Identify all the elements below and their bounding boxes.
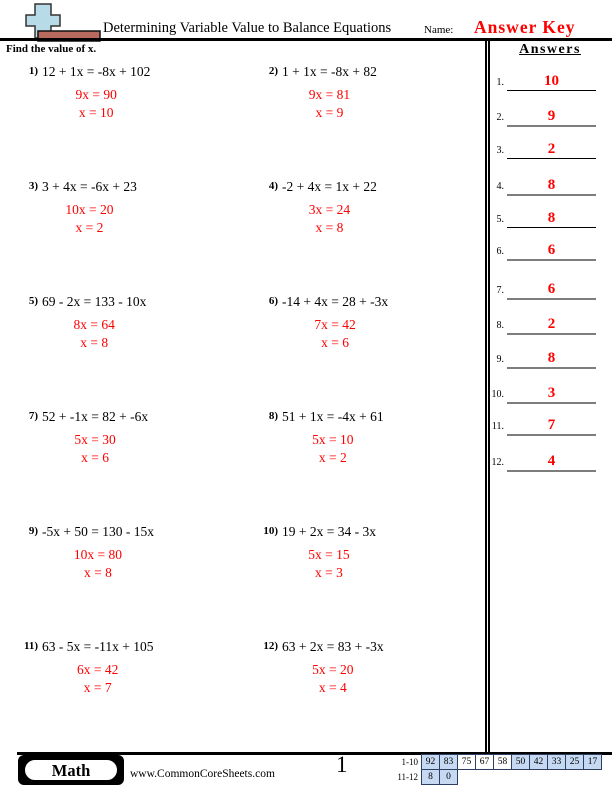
problem-7 xyxy=(28,409,149,465)
solution-step-2: x = 10 xyxy=(78,105,114,120)
score-row-label-1: 1-10 xyxy=(401,757,418,767)
problem-equation: 1 + 1x = -8x + 82 xyxy=(282,64,377,79)
problem-number: 2) xyxy=(268,65,278,77)
score-cell: 8 xyxy=(421,769,440,785)
problem-number: 11) xyxy=(23,640,38,652)
solution-step-2: x = 2 xyxy=(75,220,104,235)
answer-value-11: 7 xyxy=(547,417,556,433)
problem-equation: 63 - 5x = -11x + 105 xyxy=(42,639,154,654)
name-label: Name: xyxy=(424,24,454,36)
answer-row-9 xyxy=(507,349,596,369)
subject-label: Math xyxy=(23,758,119,782)
score-row-label-2: 11-12 xyxy=(397,772,418,782)
answer-index-2: 2. xyxy=(496,112,504,123)
answer-value-3: 2 xyxy=(547,141,556,157)
answer-index-3: 3. xyxy=(496,145,504,156)
answer-value-8: 2 xyxy=(547,316,556,332)
solution-step-2: x = 8 xyxy=(315,220,344,235)
solution-step-1: 7x = 42 xyxy=(314,317,356,332)
answer-row-4 xyxy=(507,176,596,196)
problem-number: 3) xyxy=(28,180,38,192)
answer-row-5 xyxy=(507,209,596,228)
problem-equation: -2 + 4x = 1x + 22 xyxy=(282,179,377,194)
problem-6 xyxy=(268,294,389,350)
problem-equation: 52 + -1x = 82 + -6x xyxy=(42,409,149,424)
answer-row-3 xyxy=(507,140,596,159)
answer-row-11 xyxy=(507,416,596,436)
score-cell: 33 xyxy=(547,754,566,770)
answer-value-12: 4 xyxy=(547,453,556,469)
solution-step-1: 10x = 80 xyxy=(73,547,123,562)
solution-step-1: 5x = 10 xyxy=(312,432,354,447)
score-cell: 83 xyxy=(439,754,458,770)
answer-value-9: 8 xyxy=(547,350,556,366)
answer-index-4: 4. xyxy=(496,181,504,192)
score-cell: 25 xyxy=(565,754,584,770)
answer-index-12: 12. xyxy=(491,457,504,468)
problem-number: 12) xyxy=(263,640,278,652)
solution-step-2: x = 2 xyxy=(318,450,347,465)
page-number: 1 xyxy=(336,752,348,777)
score-cell: 92 xyxy=(421,754,440,770)
solution-step-1: 9x = 81 xyxy=(308,87,351,102)
answer-row-8 xyxy=(507,315,596,335)
score-table-row-2 xyxy=(421,769,458,785)
problem-5 xyxy=(28,294,147,350)
problem-2 xyxy=(268,64,377,120)
solution-step-1: 6x = 42 xyxy=(77,662,119,677)
problem-4 xyxy=(268,179,377,235)
score-cell: 75 xyxy=(457,754,476,770)
solution-step-1: 5x = 20 xyxy=(312,662,354,677)
answers-title: Answers xyxy=(519,42,581,57)
answer-index-11: 11. xyxy=(491,421,504,432)
answer-index-7: 7. xyxy=(496,285,504,296)
website-text: www.CommonCoreSheets.com xyxy=(130,768,275,780)
solution-step-2: x = 6 xyxy=(321,335,349,350)
score-cell: 0 xyxy=(439,769,458,785)
answer-row-6 xyxy=(507,241,596,261)
answer-row-2 xyxy=(507,107,596,127)
problem-number: 5) xyxy=(28,295,38,307)
solution-step-2: x = 8 xyxy=(80,335,109,350)
problem-3 xyxy=(28,179,137,235)
answer-value-10: 3 xyxy=(547,385,556,401)
answer-value-5: 8 xyxy=(547,210,556,226)
answer-index-10: 10. xyxy=(491,389,504,400)
answer-key-text: Answer Key xyxy=(474,17,576,37)
solution-step-1: 8x = 64 xyxy=(73,317,115,332)
score-cell: 17 xyxy=(583,754,602,770)
page-title: Determining Variable Value to Balance Equations xyxy=(103,20,392,36)
answer-index-8: 8. xyxy=(496,320,504,331)
answer-index-6: 6. xyxy=(496,246,504,257)
solution-step-1: 9x = 90 xyxy=(75,87,117,102)
solution-step-2: x = 6 xyxy=(81,450,109,465)
solution-step-2: x = 7 xyxy=(83,680,112,695)
score-cell: 42 xyxy=(529,754,548,770)
answer-value-4: 8 xyxy=(547,177,556,193)
answer-row-1 xyxy=(507,72,596,91)
solution-step-1: 5x = 15 xyxy=(308,547,350,562)
answer-index-1: 1. xyxy=(496,77,504,88)
problem-number: 4) xyxy=(268,180,278,192)
score-cell: 50 xyxy=(511,754,530,770)
problem-equation: -14 + 4x = 28 + -3x xyxy=(282,294,389,309)
problem-equation: 19 + 2x = 34 - 3x xyxy=(282,524,376,539)
problem-equation: 63 + 2x = 83 + -3x xyxy=(282,639,384,654)
problem-number: 8) xyxy=(268,410,278,422)
solution-step-2: x = 4 xyxy=(318,680,347,695)
problem-number: 6) xyxy=(268,295,278,307)
problem-equation: 12 + 1x = -8x + 102 xyxy=(42,64,151,79)
answer-row-10 xyxy=(507,384,596,404)
solution-step-1: 3x = 24 xyxy=(308,202,351,217)
problem-equation: 3 + 4x = -6x + 23 xyxy=(42,179,137,194)
problem-number: 1) xyxy=(28,65,38,77)
solution-step-2: x = 8 xyxy=(84,565,112,580)
problem-9 xyxy=(28,524,154,580)
problem-number: 7) xyxy=(28,410,38,422)
problem-8 xyxy=(268,409,384,465)
answer-value-7: 6 xyxy=(547,281,556,297)
problem-number: 9) xyxy=(28,525,38,537)
answer-row-12 xyxy=(507,452,596,472)
solution-step-1: 10x = 20 xyxy=(65,202,114,217)
problem-equation: 51 + 1x = -4x + 61 xyxy=(282,409,384,424)
problem-1 xyxy=(28,64,151,120)
solution-step-2: x = 9 xyxy=(315,105,344,120)
score-cell: 67 xyxy=(475,754,494,770)
solution-step-2: x = 3 xyxy=(315,565,343,580)
problem-equation: -5x + 50 = 130 - 15x xyxy=(42,524,154,539)
answer-index-5: 5. xyxy=(496,214,504,225)
score-table-row-1 xyxy=(421,754,602,770)
score-cell: 58 xyxy=(493,754,512,770)
answer-value-1: 10 xyxy=(544,73,559,89)
answer-index-9: 9. xyxy=(496,354,504,365)
problem-equation: 69 - 2x = 133 - 10x xyxy=(42,294,147,309)
subject-badge xyxy=(18,755,124,785)
header-rule xyxy=(0,38,612,41)
problem-10 xyxy=(263,524,376,580)
answer-value-2: 9 xyxy=(547,108,556,124)
answer-row-7 xyxy=(507,280,596,300)
problem-12 xyxy=(263,639,384,695)
instruction-text: Find the value of x. xyxy=(6,43,97,55)
problem-11 xyxy=(23,639,154,695)
answer-value-6: 6 xyxy=(547,242,556,258)
solution-step-1: 5x = 30 xyxy=(74,432,116,447)
problem-number: 10) xyxy=(263,525,278,537)
